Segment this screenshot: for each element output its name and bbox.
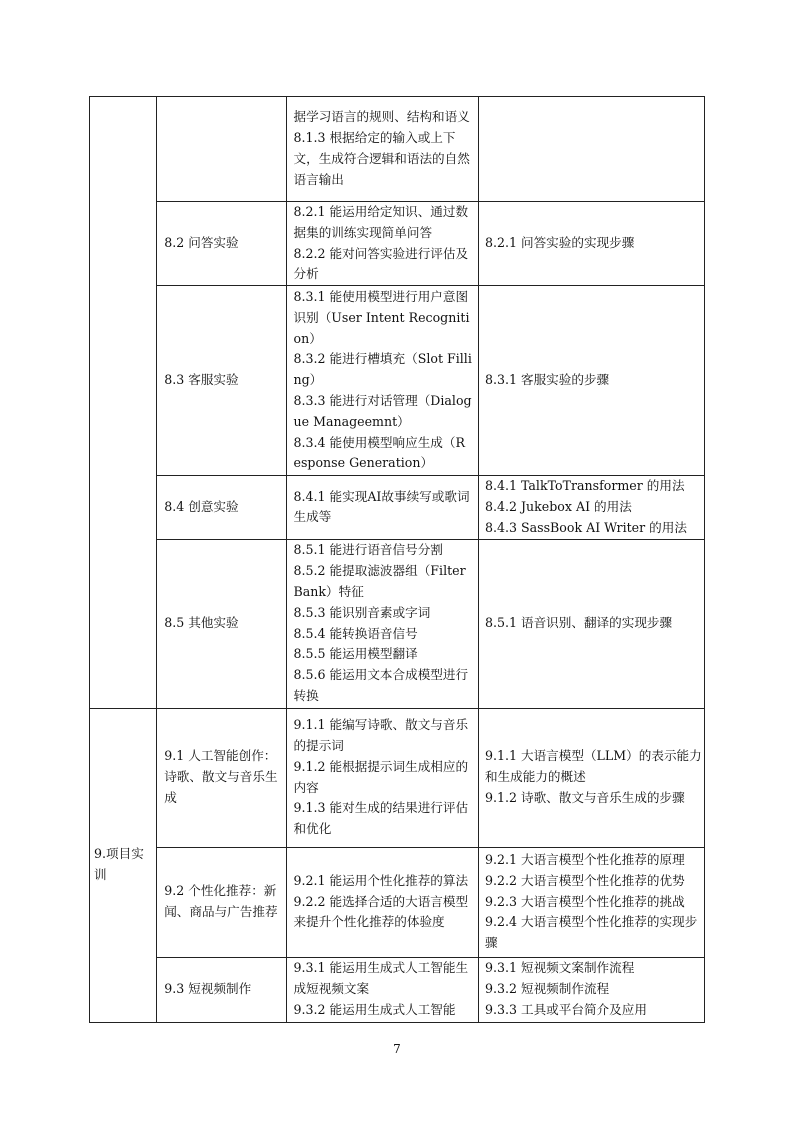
knowledge-item: 8.4.3 SassBook AI Writer 的用法 [484,519,687,535]
knowledge-item: 9.3.1 短视频文案制作流程 [484,960,635,976]
skills-cell [286,476,478,539]
section-cell [90,97,157,709]
knowledge-item: 8.5.1 语音识别、翻译的实现步骤 [484,615,673,631]
skill-item: 9.1.3 能对生成的结果进行评估和优化 [293,800,469,837]
knowledge-item: 8.3.1 客服实验的步骤 [484,372,610,388]
knowledge-item: 8.4.1 TalkToTransformer 的用法 [484,478,685,494]
skills-cell [286,708,478,847]
skill-item: 8.5.2 能提取滤波器组（Filter Bank）特征 [293,563,466,599]
section-cell: 9.项目实训 [90,708,157,1022]
skills-cell [286,847,478,957]
skill-item: 8.5.3 能识别音素或字词 [293,604,431,620]
knowledge-cell [478,847,704,957]
skill-item: 8.3.1 能使用模型进行用户意图识别（User Intent Recognition） [293,289,470,346]
skill-item: 9.3.1 能运用生成式人工智能生成短视频文案 [293,960,469,997]
knowledge-cell [478,539,704,708]
skills-cell [286,97,478,202]
knowledge-cell [478,202,704,286]
unit-cell [157,97,286,202]
knowledge-item: 9.1.2 诗歌、散文与音乐生成的步骤 [484,789,685,805]
knowledge-item: 9.3.2 短视频制作流程 [484,981,610,997]
unit-cell: 9.1 人工智能创作：诗歌、散文与音乐生成 [157,708,286,847]
knowledge-item: 9.2.3 大语言模型个性化推荐的挑战 [484,893,685,909]
skills-cell [286,957,478,1022]
skill-item: 8.1.3 根据给定的输入或上下文，生成符合逻辑和语法的自然语言输出 [293,130,470,187]
unit-cell: 8.3 客服实验 [157,286,286,476]
skill-item: 8.5.5 能运用模型翻译 [293,646,418,662]
table-row [90,286,705,476]
knowledge-item: 9.2.1 大语言模型个性化推荐的原理 [484,852,685,868]
skill-item: 8.5.6 能运用文本合成模型进行转换 [293,667,469,703]
table-row [90,476,705,539]
skills-cell [286,286,478,476]
skill-item: 8.2.2 能对问答实验进行评估及分析 [293,245,469,282]
skill-item: 8.3.4 能使用模型响应生成（Response Generation） [293,434,465,471]
knowledge-cell [478,957,704,1022]
skill-item: 8.5.1 能进行语音信号分割 [293,542,443,558]
unit-cell: 8.4 创意实验 [157,476,286,539]
skills-cell [286,539,478,708]
knowledge-cell [478,286,704,476]
unit-cell: 8.5 其他实验 [157,539,286,708]
page-number: 7 [393,1042,401,1056]
knowledge-item: 9.1.1 大语言模型（LLM）的表示能力和生成能力的概述 [484,748,702,785]
table-row [90,539,705,708]
table-row [90,708,705,847]
skill-item: 8.5.4 能转换语音信号 [293,625,418,641]
table-row [90,97,705,202]
table-row [90,957,705,1022]
skill-item: 9.2.2 能选择合适的大语言模型来提升个性化推荐的体验度 [293,893,469,930]
unit-cell: 8.2 问答实验 [157,202,286,286]
skill-item: 据学习语言的规则、结构和语义 [293,109,470,125]
knowledge-cell [478,97,704,202]
unit-cell: 9.3 短视频制作 [157,957,286,1022]
unit-cell: 9.2 个性化推荐：新闻、商品与广告推荐 [157,847,286,957]
knowledge-item: 8.4.2 Jukebox AI 的用法 [484,498,632,514]
skill-item: 8.2.1 能运用给定知识、通过数据集的训练实现简单问答 [293,204,469,240]
skill-item: 8.3.2 能进行槽填充（Slot Filling） [293,351,472,388]
skill-item: 8.4.1 能实现AI故事续写或歌词生成等 [293,488,470,525]
knowledge-item: 9.3.3 工具或平台简介及应用 [484,1001,647,1017]
table-row [90,202,705,286]
skill-item: 9.1.1 能编写诗歌、散文与音乐的提示词 [293,717,469,753]
curriculum-table [89,96,705,1023]
knowledge-cell [478,708,704,847]
knowledge-cell [478,476,704,539]
skill-item: 8.3.3 能进行对话管理（Dialogue Manageemnt） [293,393,472,429]
skill-item: 9.3.2 能运用生成式人工智能 [293,1001,456,1017]
skill-item: 9.2.1 能运用个性化推荐的算法 [293,872,469,888]
skill-item: 9.1.2 能根据提示词生成相应的内容 [293,758,469,795]
table-row [90,847,705,957]
skills-cell [286,202,478,286]
knowledge-item: 9.2.4 大语言模型个性化推荐的实现步骤 [484,914,698,951]
knowledge-item: 9.2.2 大语言模型个性化推荐的优势 [484,872,685,888]
knowledge-item: 8.2.1 问答实验的实现步骤 [484,235,635,251]
